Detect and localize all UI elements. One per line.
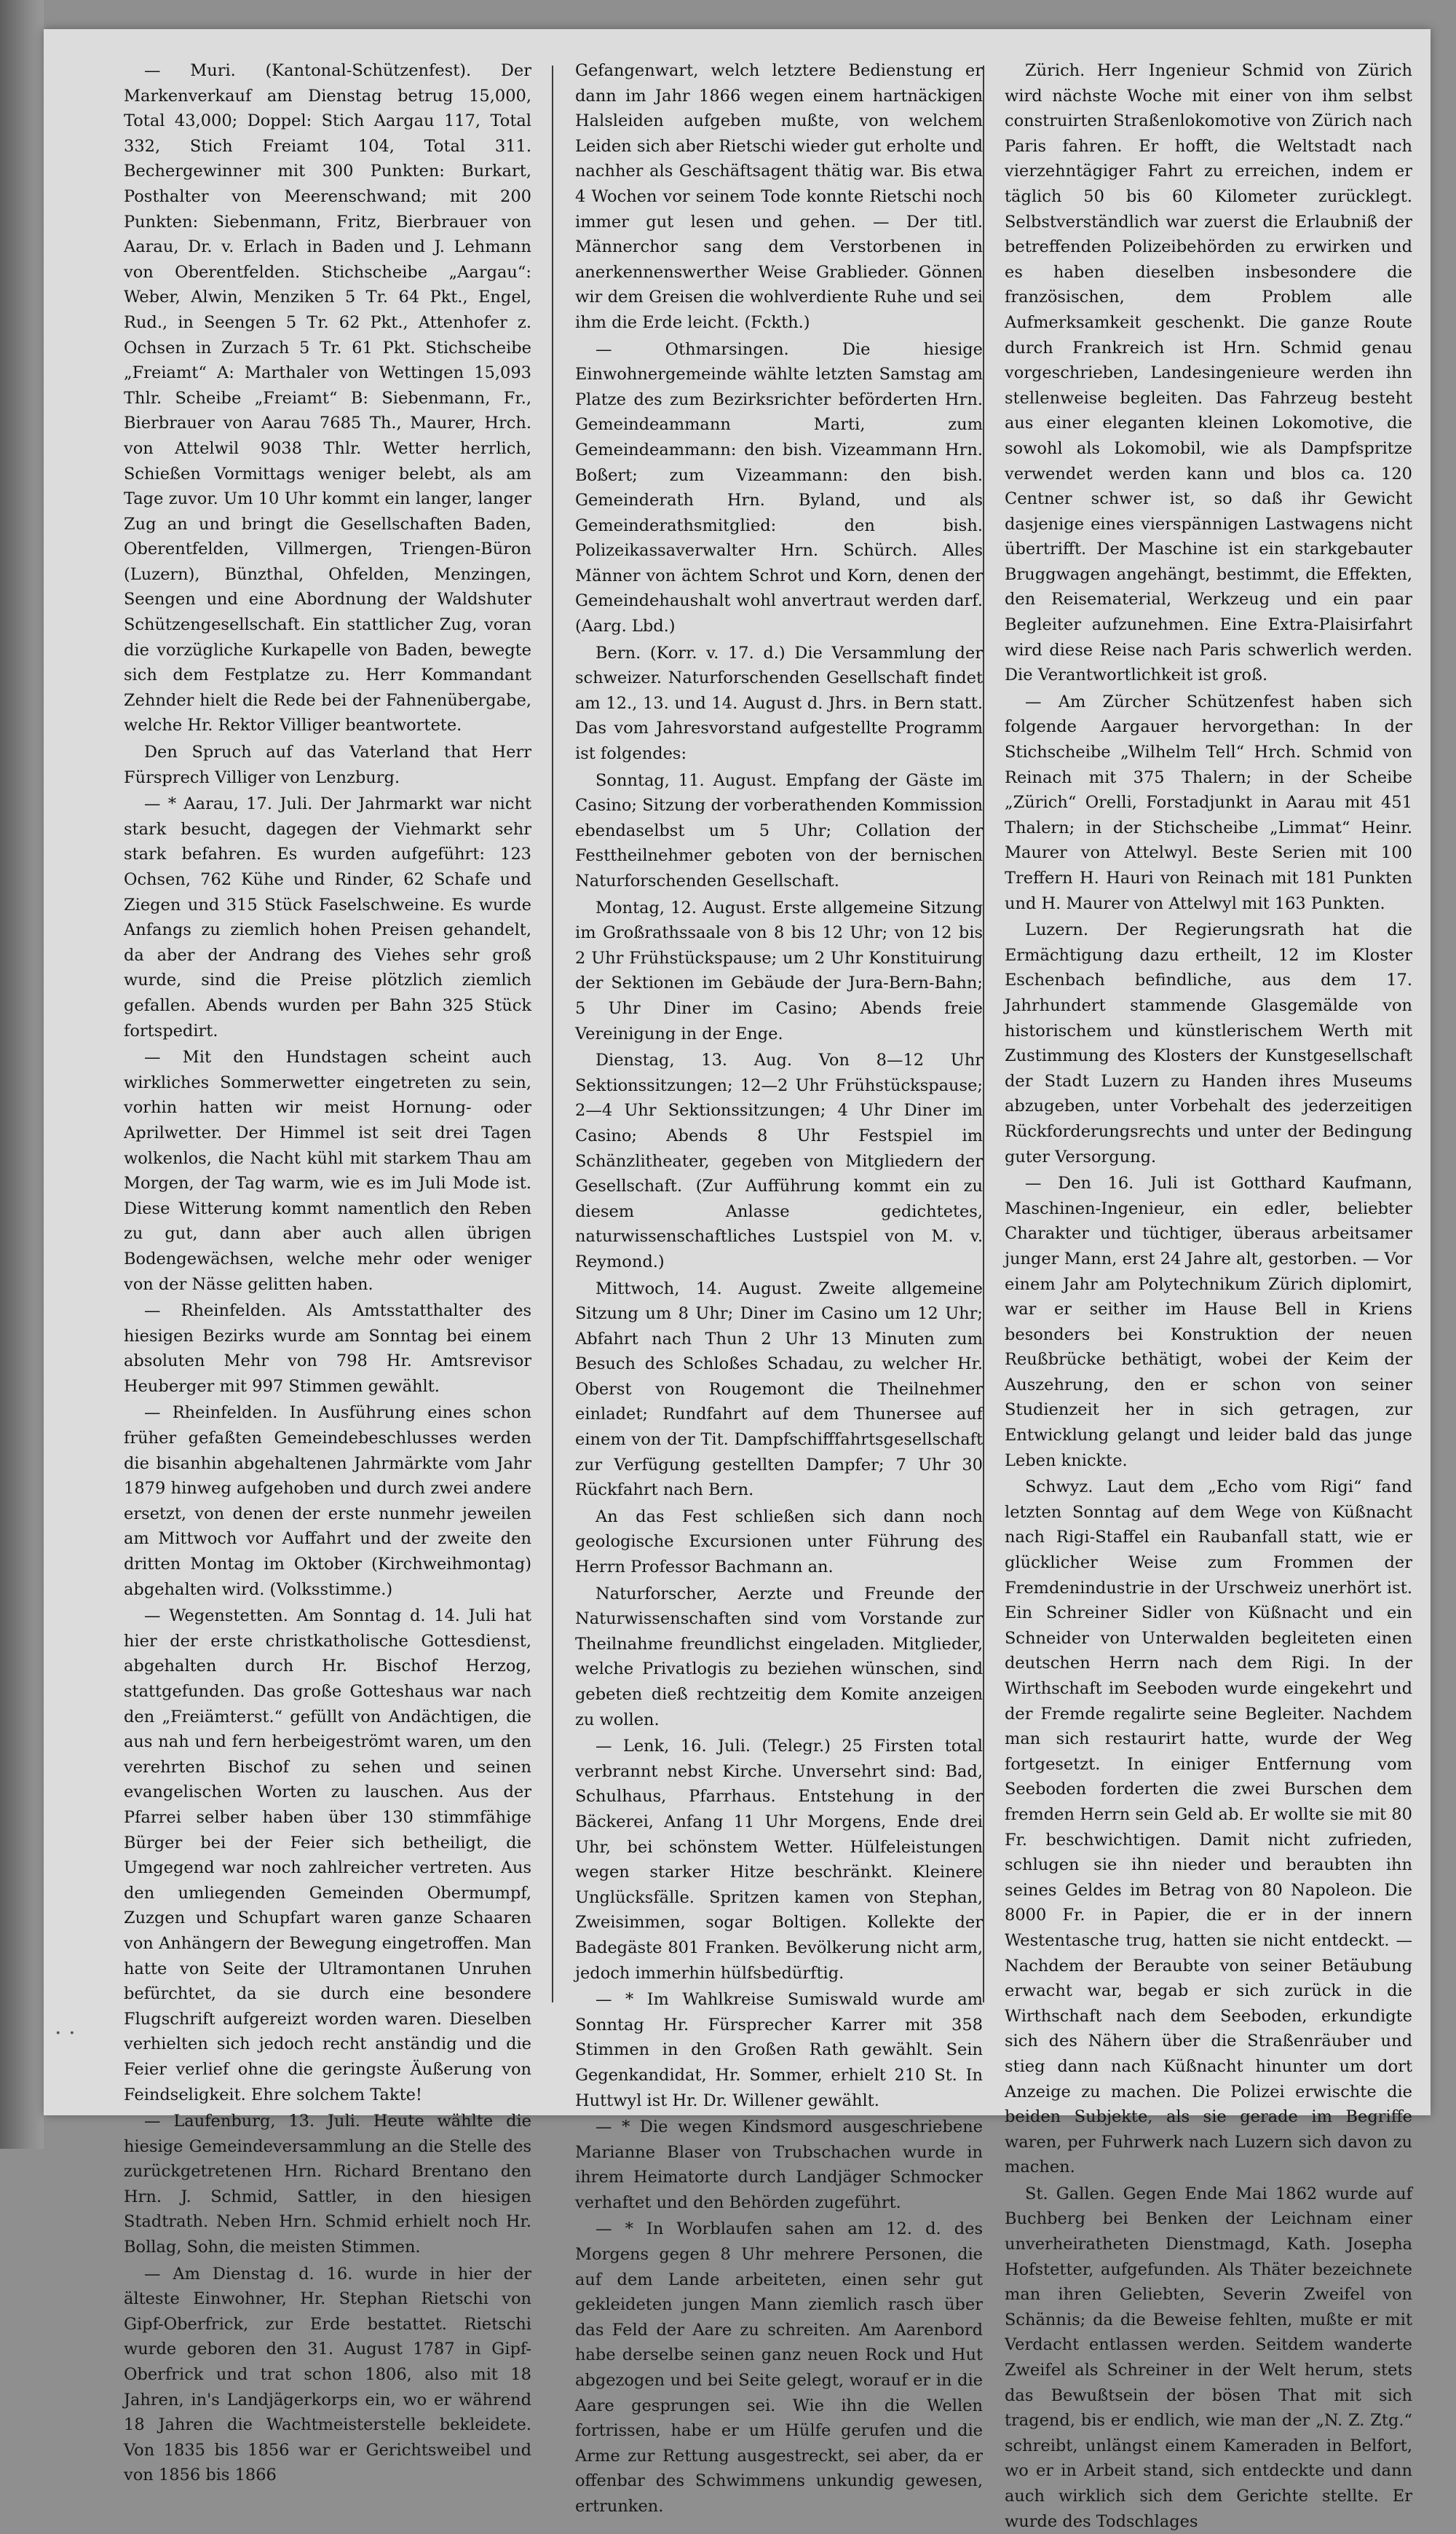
article-wegenstetten: — Wegenstetten. Am Sonntag d. 14. Juli hat hier der erste christkatholische Gottesdienst, abgehalten durch Hr. Bischof Herzog, stattgefunden. Das große Gotteshaus war nach den „Freiämterst.“ gefüllt von Andächtigen, die aus nah und fern herbeigeströmt waren, um den verehrten Bischof zu sehen und seinen evangelischen Worten zu lauschen. Aus der Pfarrei selber haben über 130 stimmfähige Bürger bei der Feier sich betheiligt, die Umgegend war noch zahlreicher vertreten. Aus den umliegenden Gemeinden Obermumpf, Zuzgen und Schupfart waren ganze Schaaren von Anhängern der Bewegung eingetroffen. Man hatte von Seite der Ultramontanen Unruhen befürchtet, da sie durch eine besondere Flugschrift aufgereizt worden waren. Dieselben verhielten sich jedoch recht anständig und die Feier verlief ohne die geringste Äußerung von Feindseligkeit. Ehre solchem Takte! <box>124 1606 531 2104</box>
program-invitation: Naturforscher, Aerzte und Freunde der Naturwissenschaften sind vom Vorstande zur Theilnahme freundlichst eingeladen. Mitglieder, welche Privatlogis zu beziehen wünschen, sind gebeten dieß rechtzeitig dem Komite anzeigen zu wollen. <box>575 1584 983 1729</box>
article-luzern-glass: Luzern. Der Regierungsrath hat die Ermächtigung dazu ertheilt, 12 im Kloster Eschenbach befindliche, aus dem 17. Jahrhundert stammende Glasgemälde von historischem und künstlerischem Werth mit Zustimmung des Klosters der Kunstgesellschaft der Stadt Luzern zu Handen ihres Museums abzugeben, unter Vorbehalt des jederzeitigen Rückforderungsrechts und unter der Bedingung guter Versorgung. <box>1005 920 1412 1167</box>
margin-marks: · · <box>55 2021 76 2046</box>
article-muri: — Muri. (Kantonal-Schützenfest). Der Markenverkauf am Dienstag betrug 15,000, Total 43,000; Doppel: Stich Aargau 117, Total 332, Stich Freiamt 104, Total 311. Bechergewinner mit 300 Punkten: Burkart, Posthalter von Meerenschwand; mit 200 Punkten: Siebenmann, Fritz, Bierbrauer von Aarau, Dr. v. Erlach in Baden und J. Lehmann von Oberentfelden. Stichscheibe „Aargau“: Weber, Alwin, Menziken 5 Tr. 64 Pkt., Engel, Rud., in Seengen 5 Tr. 62 Pkt., Attenhofer z. Ochsen in Zurzach 5 Tr. 61 Pkt. Stichscheibe „Freiamt“ A: Marthaler von Wettingen 15,093 Thlr. Scheibe „Freiamt“ B: Siebenmann, Fr., Bierbrauer von Aarau 7685 Th., Maurer, Hrch. von Attelwil 9038 Thlr. Wetter herrlich, Schießen Vormittags weniger belebt, als am Tage zuvor. Um 10 Uhr kommt ein langer, langer Zug an und bringt die Gesellschaften Baden, Oberentfelden, Villmergen, Triengen-Büron (Luzern), Bünzthal, Ohfelden, Menzingen, Seengen und eine Abordnung der Waldshuter Schützengesellschaft. Ein stattlicher Zug, voran die vorzügliche Kurkapelle von Baden, bewegte sich dem Festplatze zu. Herr Kommandant Zehnder hielt die Rede bei der Fahnenübergabe, welche Hr. Rektor Villiger beantwortete. <box>124 61 531 735</box>
article-zuerich-locomotive: Zürich. Herr Ingenieur Schmid von Zürich wird nächste Woche mit einer von ihm selbst construirten Straßenlokomotive von Zürich nach Paris fahren. Er hofft, die Weltstadt nach vierzehntägiger Fahrt zu erreichen, indem er täglich 50 bis 60 Kilometer zurücklegt. Selbstverständlich war zuerst die Erlaubniß der betreffenden Polizeibehörden zu erwirken und es haben dieselben insbesondere die französischen, dem Problem alle Aufmerksamkeit geschenkt. Die ganze Route durch Frankreich ist Hrn. Schmid genau vorgeschrieben, Landesingenieure werden ihn stellenweise begleiten. Das Fahrzeug besteht aus einer eleganten kleinen Lokomotive, die sowohl als Lokomobil, wie als Dampfspritze verwendet werden kann und blos ca. 120 Centner schwer ist, so daß ihr Gewicht dasjenige eines vierspännigen Lastwagens nicht übertrifft. Der Maschine ist ein starkgebauter Bruggwagen angehängt, bestimmt, die Effekten, den Reisematerial, Werkzeug und ein paar Begleiter aufzunehmen. Eine Extra-Plaisirfahrt wird diese Reise nach Paris schwerlich werden. Die Verantwortlichkeit ist groß. <box>1005 61 1412 685</box>
article-worblaufen: — * In Worblaufen sahen am 12. d. des Morgens gegen 8 Uhr mehrere Personen, die auf dem Lande arbeiteten, einen sehr gut gekleideten jungen Mann ziemlich rasch über das Feld der Aare zu schreiten. Am Aarenbord habe derselbe seinen ganz neuen Rock und Hut abgezogen und bei Seite gelegt, worauf er in die Aare gesprungen sei. Wie ihn die Wellen fortrissen, habe er um Hülfe gerufen und die Arme zur Rettung ausgestreckt, sei aber, da er offenbar des Schwimmens unkundig gewesen, ertrunken. <box>575 2219 983 2516</box>
program-sunday: Sonntag, 11. August. Empfang der Gäste im Casino; Sitzung der vorberathenden Kommission ebendaselbst um 5 Uhr; Collation der Festtheilnehmer geboten von der bernischen Naturforschenden Gesellschaft. <box>575 770 983 891</box>
article-muri-speech: Den Spruch auf das Vaterland that Herr Fürsprech Villiger von Lenzburg. <box>124 743 531 787</box>
article-sumiswald: — * Im Wahlkreise Sumiswald wurde am Sonntag Hr. Fürsprecher Karrer mit 358 Stimmen in den Großen Rath gewählt. Sein Gegenkandidat, Hr. Sommer, erhielt 210 St. In Huttwyl ist Hr. Dr. Willener gewählt. <box>575 1990 983 2110</box>
article-kaufmann-obituary: — Den 16. Juli ist Gotthard Kaufmann, Maschinen-Ingenieur, ein edler, beliebter Charakter und tüchtiger, überaus arbeitsamer junger Mann, erst 24 Jahre alt, gestorben. — Vor einem Jahr am Polytechnikum Zürich diplomirt, war er seither im Hause Bell in Kriens besonders bei Konstruktion der neuen Reußbrücke bethätigt, wobei der Keim der Auszehrung, den er schon von seiner Studienzeit her in sich getragen, zur Entwicklung gelangt und leider bald das junge Leben knickte. <box>1005 1174 1412 1470</box>
article-st-gallen: St. Gallen. Gegen Ende Mai 1862 wurde auf Buchberg bei Benken der Leichnam einer unverheiratheten Dienstmagd, Kath. Josepha Hofstetter, aufgefunden. Als Thäter bezeichnete man ihren Geliebten, Severin Zweifel von Schännis; da die Beweise fehlten, mußte er mit Verdacht entlassen werden. Seitdem wanderte Zweifel als Schreiner in der Welt herum, stets das Bewußtsein der bösen That mit sich tragend, bis er endlich, wie man der „N. Z. Ztg.“ schreibt, unlängst einem Kameraden in Belfort, wo er in Arbeit stand, sich entdeckte und dann auch wirklich sich dem Gerichte stellte. Er wurde des Todschlages <box>1005 2184 1412 2531</box>
article-othmarsingen: — Othmarsingen. Die hiesige Einwohnergemeinde wählte letzten Samstag am Platze des zum Bezirksrichter beförderten Hrn. Gemeindeammann Marti, zum Gemeindeammann: den bish. Vizeammann Hrn. Boßert; zum Vizeammann: den bish. Gemeinderath Hrn. Byland, und als Gemeinderathsmitglied: den bish. Polizeikassaverwalter Hrn. Schürch. Alles Männer von ächtem Schrot und Korn, denen der Gemeindehaushalt wohl anvertraut werden darf. (Aarg. Lbd.) <box>575 339 983 636</box>
article-bern-naturforscher: Bern. (Korr. v. 17. d.) Die Versammlung der schweizer. Naturforschenden Gesellschaft findet am 12., 13. und 14. August d. Jhrs. in Bern statt. Das vom Jahresvorstand aufgestellte Programm ist folgendes: <box>575 643 983 764</box>
book-spine-shadow <box>0 0 44 2149</box>
column-rule <box>552 66 553 2002</box>
article-rietschi-obituary: — Am Dienstag d. 16. wurde in hier der älteste Einwohner, Hr. Stephan Rietschi von Gipf-Oberfrick, zur Erde bestattet. Rietschi wurde geboren den 31. August 1787 in Gipf-Oberfrick und trat schon 1806, also mit 18 Jahren, in's Landjägerkorps ein, wo er während 18 Jahren die Wachtmeisterstelle bekleidete. Von 1835 bis 1856 war er Gerichtsweibel und von 1856 bis 1866 <box>124 2264 531 2485</box>
program-wednesday: Mittwoch, 14. August. Zweite allgemeine Sitzung um 8 Uhr; Diner im Casino um 12 Uhr; Abfahrt nach Thun 2 Uhr 13 Minuten zum Besuch des Schloßes Schadau, zu welcher Hr. Oberst von Rougemont die Theilnehmer einladet; Rundfahrt auf dem Thunersee auf einem von der Tit. Dampfschifffahrtsgesellschaft zur Verfügung gestellten Dampfer; 7 Uhr 30 Rückfahrt nach Bern. <box>575 1279 983 1500</box>
column-left <box>124 57 531 2485</box>
column-right <box>1005 57 1412 2531</box>
article-schwyz-robbery: Schwyz. Laut dem „Echo vom Rigi“ fand letzten Sonntag auf dem Wege von Küßnacht nach Rigi-Staffel ein Raubanfall statt, wie er glücklicher Weise zum Frommen der Fremdenindustrie in der Urschweiz unerhört ist. Ein Schreiner Sidler von Küßnacht und ein Schneider von Unterwalden begleiteten einen deutschen Herrn nach dem Rigi. In der Wirthschaft im Seeboden wurde eingekehrt und der Fremde regalirte seine Begleiter. Nachdem man sich restaurirt hatte, wurde der Weg fortgesetzt. In einiger Entfernung vom Seeboden forderten die zwei Burschen dem fremden Herrn sein Geld ab. Er wollte sie mit 80 Fr. beschwichtigen. Damit nicht zufrieden, schlugen sie ihn nieder und beraubten ihn seines Geldes im Betrag von 80 Napoleon. Die 8000 Fr. in Papier, die er in der innern Westentasche trug, hatten sie nicht entdeckt. — Nachdem der Beraubte von seiner Betäubung erwacht war, begab er sich zurück in die Wirthschaft nach dem Seeboden, erkundigte sich des Nähern über die Straßenräuber und stieg dann nach Küßnacht hinunter um dort Anzeige zu machen. Die Polizei erwischte die beiden Subjekte, als sie gerade im Begriffe waren, per Fuhrwerk nach Luzern sich davon zu machen. <box>1005 1477 1412 2177</box>
article-rietschi-continued: Gefangenwart, welch letztere Bedienstung er dann im Jahr 1866 wegen einem hartnäckigen Halsleiden aufgeben mußte, von welchem Leiden sich aber Rietschi wieder gut erholte und nachher als Geschäftsagent thätig war. Bis etwa 4 Wochen vor seinem Tode konnte Rietschi noch immer gut lesen und gehen. — Der titl. Männerchor sang dem Verstorbenen in anerkennenswerther Weise Grablieder. Gönnen wir dem Greisen die wohlverdiente Ruhe und sei ihm die Erde leicht. (Fckth.) <box>575 61 983 332</box>
article-zuercher-schuetzenfest: — Am Zürcher Schützenfest haben sich folgende Aargauer hervorgethan: In der Stichscheibe „Wilhelm Tell“ Hrch. Schmid von Reinach mit 375 Thalern; in der Scheibe „Zürich“ Orelli, Forstadjunkt in Aarau mit 451 Thalern; in der Stichscheibe „Limmat“ Heinr. Maurer von Attelwyl. Beste Serien mit 100 Treffern H. Hauri von Reinach mit 181 Punkten und H. Maurer von Attelwyl mit 163 Punkten. <box>1005 692 1412 913</box>
article-rheinfelden-election: — Rheinfelden. Als Amtsstatthalter des hiesigen Bezirks wurde am Sonntag bei einem absoluten Mehr von 798 Hr. Amtsrevisor Heuberger mit 997 Stimmen gewählt. <box>124 1301 531 1396</box>
program-excursions: An das Fest schließen sich dann noch geologische Excursionen unter Führung des Herrn Professor Bachmann an. <box>575 1507 983 1577</box>
article-laufenburg: — Laufenburg, 13. Juli. Heute wählte die hiesige Gemeindeversammlung an die Stelle des zurückgetretenen Hrn. Richard Brentano den Hrn. J. Schmid, Sattler, in den hiesigen Stadtrath. Neben Hrn. Schmid erhielt noch Hr. Bollag, Sohn, die meisten Stimmen. <box>124 2112 531 2257</box>
program-monday: Montag, 12. August. Erste allgemeine Sitzung im Großrathssaale von 8 bis 12 Uhr; von 12 bis 2 Uhr Frühstückspause; um 2 Uhr Konstituirung der Sektionen im Gebäude der Jura-Bern-Bahn; 5 Uhr Diner im Casino; Abends freie Vereinigung in der Enge. <box>575 898 983 1043</box>
article-rheinfelden-markets: — Rheinfelden. In Ausführung eines schon früher gefaßten Gemeindebeschlusses werden die bisanhin abgehaltenen Jahrmärkte vom Jahr 1879 hinweg aufgehoben und durch zwei andere ersetzt, von denen der erste nunmehr jeweilen am Mittwoch vor Auffahrt und der zweite den dritten Montag im Oktober (Kirchweihmontag) abgehalten wird. (Volksstimme.) <box>124 1403 531 1599</box>
article-aarau-market: — * Aarau, 17. Juli. Der Jahrmarkt war nicht stark besucht, dagegen der Viehmarkt sehr stark befahren. Es wurden aufgeführt: 123 Ochsen, 762 Kühe und Rinder, 62 Schafe und Ziegen und 315 Stück Faselschweine. Es wurde Anfangs zu ziemlich hohen Preisen gehandelt, da aber der Andrang des Viehes sehr groß wurde, sind die Preise plötzlich ziemlich gefallen. Abends wurden per Bahn 325 Stück fortspedirt. <box>124 794 531 1041</box>
program-tuesday: Dienstag, 13. Aug. Von 8—12 Uhr Sektionssitzungen; 12—2 Uhr Frühstückspause; 2—4 Uhr Sektionssitzungen; 4 Uhr Diner im Casino; Abends 8 Uhr Festspiel im Schänzlitheater, gegeben von Mitgliedern der Gesellschaft. (Zur Aufführung kommt ein zu diesem Anlasse gedichtetes, naturwissenschaftliches Lustspiel von M. v. Reymond.) <box>575 1051 983 1271</box>
article-weather: — Mit den Hundstagen scheint auch wirkliches Sommerwetter eingetreten zu sein, vorhin hatten wir meist Hornung- oder Aprilwetter. Der Himmel ist seit drei Tagen wolkenlos, die Nacht kühl mit starkem Thau am Morgen, der Tag warm, wie es im Juli Mode ist. Diese Witterung kommt namentlich den Reben zu gut, dann aber auch allen übrigen Bodengewächsen, welche mehr oder weniger von der Nässe gelitten haben. <box>124 1048 531 1294</box>
column-rule <box>983 66 984 2002</box>
article-lenk-fire: — Lenk, 16. Juli. (Telegr.) 25 Firsten total verbrannt nebst Kirche. Unversehrt sind: Bad, Schulhaus, Pfarrhaus. Entstehung in der Bäckerei, Anfang 11 Uhr Morgens, Ende drei Uhr, bei schönstem Wetter. Hülfeleistungen wegen starker Hitze beschränkt. Kleinere Unglücksfälle. Spritzen kamen von Stephan, Zweisimmen, sogar Boltigen. Kollekte der Badegäste 801 Franken. Bevölkerung nicht arm, jedoch immerhin hülfsbedürftig. <box>575 1737 983 1983</box>
column-middle <box>575 57 983 2516</box>
article-blaser: — * Die wegen Kindsmord ausgeschriebene Marianne Blaser von Trubschachen wurde in ihrem Heimatorte durch Landjäger Schmocker verhaftet und den Behörden zugeführt. <box>575 2117 983 2212</box>
